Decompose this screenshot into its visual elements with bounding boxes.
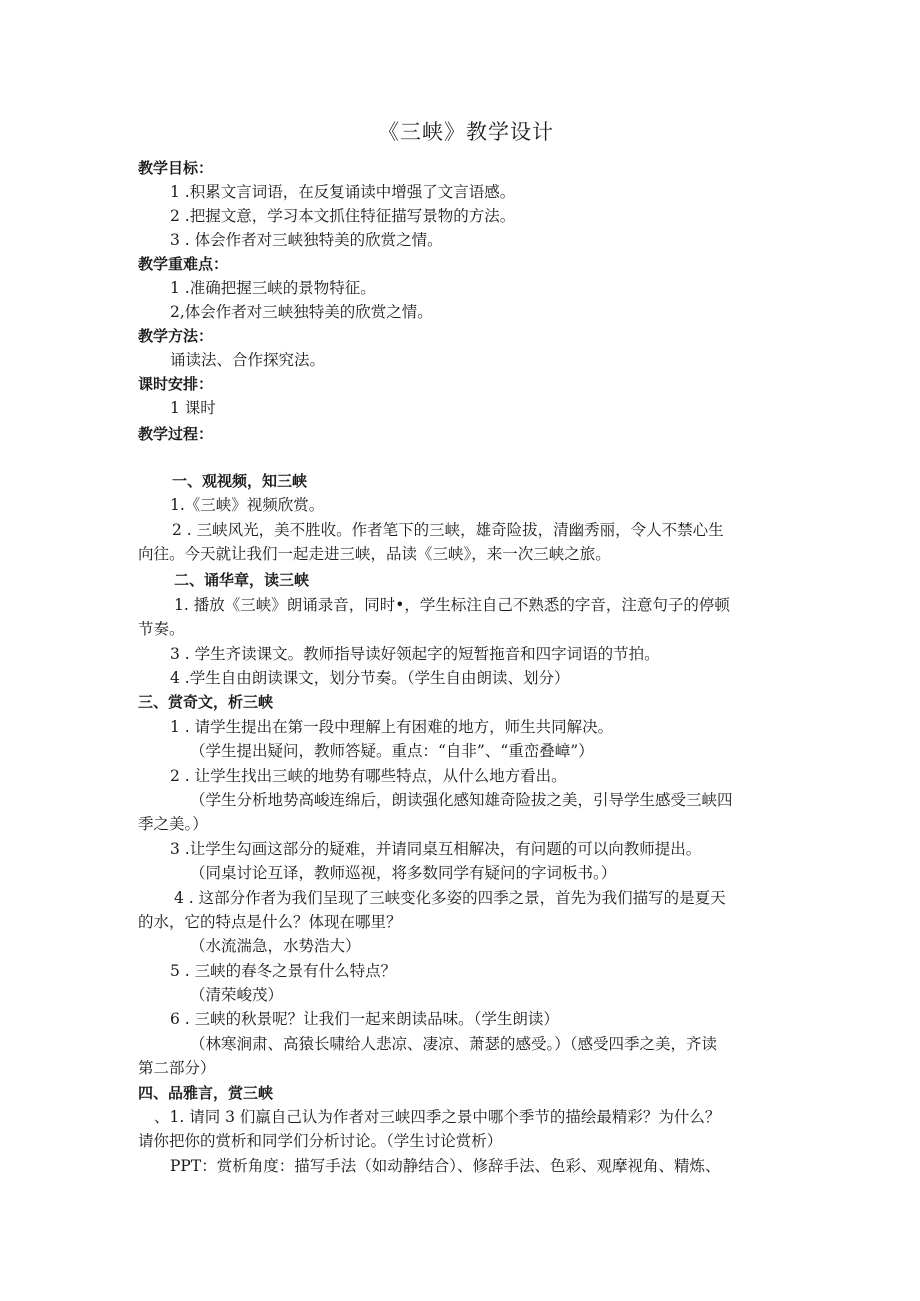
text-line: 2 . 让学生找出三峡的地势有哪些特点，从什么地方看出。 (170, 767, 567, 785)
text-line: 2,体会作者对三峡独特美的欣赏之情。 (170, 303, 433, 321)
text-line: 向往。今天就让我们一起走进三峡，品读《三峡》，来一次三峡之旅。 (138, 545, 611, 563)
heading-objectives: 教学目标： (138, 159, 214, 177)
text-line: 第二部分） (138, 1059, 216, 1077)
text-line: 请你把你的赏析和同学们分析讨论。（学生讨论赏析） (138, 1132, 503, 1150)
text-line: 3 . 学生齐读课文。教师指导读好领起字的短暂拖音和四字词语的节拍。 (170, 645, 660, 663)
text-line: （同桌讨论互译，教师巡视，将多数同学有疑问的字词板书。） (190, 864, 617, 882)
text-line: （林寒涧肃、高猿长啸给人悲凉、凄凉、萧瑟的感受。）（感受四季之美，齐读 (190, 1035, 718, 1053)
text-line: 4 . 这部分作者为我们呈现了三峡变化多姿的四季之景，首先为我们描写的是夏天 (174, 889, 726, 907)
text-line: 季之美。） (138, 815, 208, 833)
text-line: 4 .学生自由朗读课文，划分节奏。（学生自由朗读、划分） (170, 669, 570, 687)
text-line: 1. 播放《三峡》朗诵录音，同时•，学生标注自己不熟悉的字音，注意句子的停顿 (174, 596, 730, 614)
text-line: 、1. 请同 3 们羸自己认为作者对三峡四季之景中哪个季节的描绘最精彩？为什么？ (154, 1108, 721, 1126)
section-heading-2: 二、诵华章，读三峡 (174, 571, 310, 589)
text-line: （学生分析地势高峻连绵后，朗读强化感知雄奇险拔之美，引导学生感受三峡四 (190, 791, 733, 809)
text-line: （学生提出疑问，教师答疑。重点：“自非”、“重峦叠嶂”） (190, 742, 594, 760)
text-line: 1.《三峡》视频欣赏。 (170, 496, 325, 514)
text-line: （水流湍急，水势浩大） (190, 937, 361, 955)
text-line: 节奏。 (138, 620, 185, 638)
heading-key-points: 教学重难点： (138, 255, 229, 273)
text-line: PPT：赏析角度：描写手法（如动静结合）、修辞手法、色彩、观摩视角、精炼、 (170, 1157, 721, 1175)
text-line: 1 .准确把握三峡的景物特征。 (170, 279, 376, 297)
text-line: 3 .让学生勾画这部分的疑难，并请同桌互相解决，有问题的可以向教师提出。 (170, 840, 702, 858)
section-heading-3: 三、赏奇文，析三峡 (138, 693, 274, 711)
text-line: 的水，它的特点是什么？体现在哪里？ (138, 913, 402, 931)
text-line: 5 . 三峡的春冬之景有什么特点？ (170, 962, 397, 980)
text-line: （清荣峻茂） (190, 986, 284, 1004)
heading-methods: 教学方法： (138, 327, 214, 345)
heading-schedule: 课时安排： (138, 375, 214, 393)
heading-process: 教学过程： (138, 425, 214, 443)
text-line: 3 . 体会作者对三峡独特美的欣赏之情。 (170, 231, 443, 249)
section-heading-1: 一、观视频，知三峡 (172, 472, 308, 490)
page-title: 《三峡》教学设计 (378, 120, 554, 144)
text-line: 6 . 三峡的秋景呢？让我们一起来朗读品味。（学生朗读） (170, 1010, 559, 1028)
text-line: 1 . 请学生提出在第一段中理解上有困难的地方，师生共同解决。 (170, 718, 614, 736)
text-line: 1 .积累文言词语，在反复诵读中增强了文言语感。 (170, 183, 516, 201)
text-line: 1 课时 (170, 399, 216, 417)
text-line: 2 . 三峡风光，美不胜收。作者笔下的三峡，雄奇险拔，清幽秀丽，令人不禁心生 (172, 521, 724, 539)
section-heading-4: 四、品雅言，赏三峡 (138, 1084, 274, 1102)
text-line: 2 .把握文意，学习本文抓住特征描写景物的方法。 (170, 207, 516, 225)
text-line: 诵读法、合作探究法。 (170, 351, 326, 369)
